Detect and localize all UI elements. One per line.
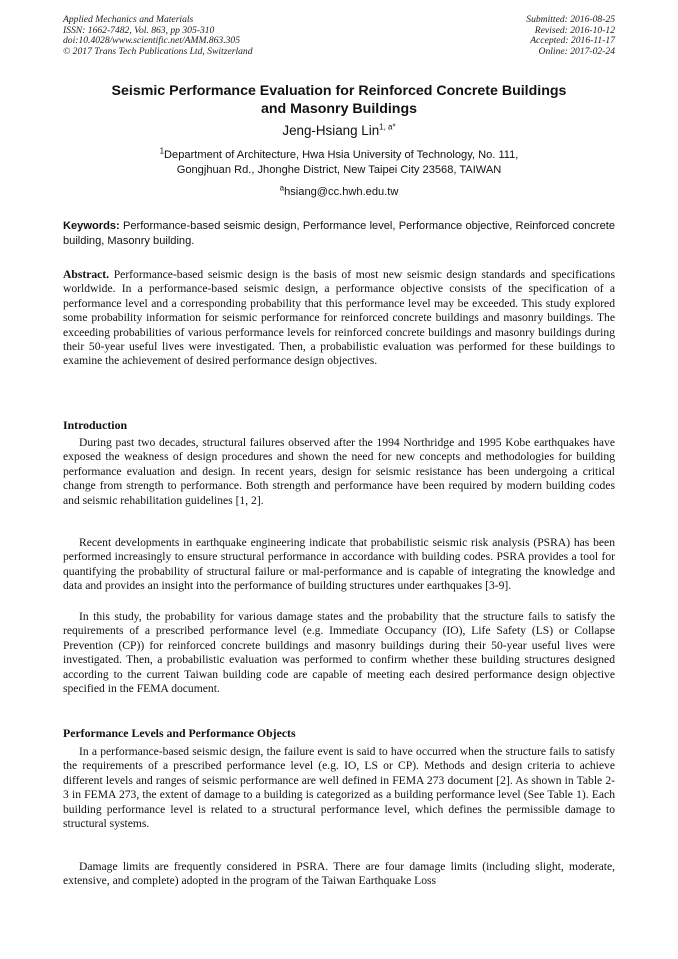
author-superscript: 1, a* [379,122,396,132]
intro-paragraph-1: During past two decades, structural failures observed after the 1994 Northridge and 1995 Kobe earthquakes have exposed the weakness of design procedures and shown the need for new concepts and methodologies for building performance evaluation and design. In recent years, design for seismic resistance has been undergoing a critical change from strength to performance. Both strength and performance have been required by modern building codes and seismic rehabilitation guidelines [1, 2]. [63,436,615,507]
title-line-1: Seismic Performance Evaluation for Reinforced Concrete Buildings [111,83,567,99]
submission-dates [526,15,615,57]
performance-paragraph-1: In a performance-based seismic design, the failure event is said to have occurred when the structure fails to satisfy the requirements of a prescribed performance level (e.g. IO, LS or CP). Methods and design criteria to achieve different levels and ranges of seismic performance are well defined in FEMA 273 document [2]. As shown in Table 2-3 in FEMA 273, the extent of damage to a building is categorized as a building performance level (See Table 1). Each building performance level is related to a structural performance level, which defines the permissible damage to structural systems. [63,745,615,831]
journal-info [63,15,253,57]
abstract [63,268,615,369]
doi-line: doi:10.4028/www.scientific.net/AMM.863.305 [63,35,241,47]
submitted-date: Submitted: 2016-08-25 [526,14,615,25]
intro-paragraph-3: In this study, the probability for various damage states and the probability that the structure fails to satisfy the requirements of a prescribed performance level (e.g. Immediate Occupancy (IO), Life Safety (LS) or Collapse Prevention (CP)) for reinforced concrete buildings and masonry buildings during their 50-year useful lives were investigated. Then, a probabilistic evaluation was performed to confirm whether these building structures designed according to the current Taiwan building code are capable of meeting each desired performance design objective specified in the FEMA document. [63,610,615,696]
section-heading-performance-levels: Performance Levels and Performance Objects [63,726,296,740]
affiliation-line-1: Department of Architecture, Hwa Hsia University of Technology, No. 111, [164,149,519,161]
abstract-text: Performance-based seismic design is the basis of most new seismic design standards and specifications worldwide. In a performance-based seismic design, a performance objective consists of the specification of a performance level and a corresponding probability that this performance level may be exceeded. This study explored some probability information for seismic performance for reinforced concrete buildings and masonry buildings. The exceeding probabilities of various performance levels for reinforced concrete buildings and masonry buildings during their 50-year useful lives were investigated. Then, a probabilistic evaluation was performed for these buildings to examine the achievement of desired performance design objectives. [63,268,615,368]
abstract-label: Abstract. [63,268,110,281]
section-heading-introduction: Introduction [63,418,128,432]
keywords-label: Keywords: [63,220,120,232]
affiliation [63,148,615,177]
issn-line: ISSN: 1662-7482, Vol. 863, pp 305-310 [63,24,215,36]
author-email [63,185,615,199]
performance-paragraph-2: Damage limits are frequently considered in PSRA. There are four damage limits (including slight, moderate, extensive, and complete) adopted in the program of the Taiwan Earthquake Loss [63,860,615,888]
accepted-date: Accepted: 2016-11-17 [530,35,615,47]
keywords-text: Performance-based seismic design, Performance level, Performance objective, Reinforced concrete building, Masonry building. [63,220,615,247]
intro-paragraph-2: Recent developments in earthquake engineering indicate that probabilistic seismic risk analysis (PSRA) has been performed increasingly to ensure structural performance in accordance with building codes. PSRA provides a tool for quantifying the probability of structural failure or mal-performance and is capable of integrating the knowledge and data and provides an insight into the performance of building structures under earthquakes [3-9]. [63,536,615,593]
paper-title [63,82,615,118]
online-date: Online: 2017-02-24 [538,45,615,57]
journal-name: Applied Mechanics and Materials [63,14,194,25]
author-name: Jeng-Hsiang Lin [282,123,380,138]
email-address: hsiang@cc.hwh.edu.tw [284,186,399,198]
affiliation-superscript: 1 [159,146,165,156]
title-line-2: and Masonry Buildings [260,101,418,117]
author-line [63,122,615,139]
revised-date: Revised: 2016-10-12 [534,24,615,36]
keywords [63,219,615,248]
copyright-line: © 2017 Trans Tech Publications Ltd, Switzerland [63,45,253,57]
email-superscript: a [279,183,285,193]
affiliation-line-2: Gongjhuan Rd., Jhonghe District, New Taipei City 23568, TAIWAN [176,163,502,176]
